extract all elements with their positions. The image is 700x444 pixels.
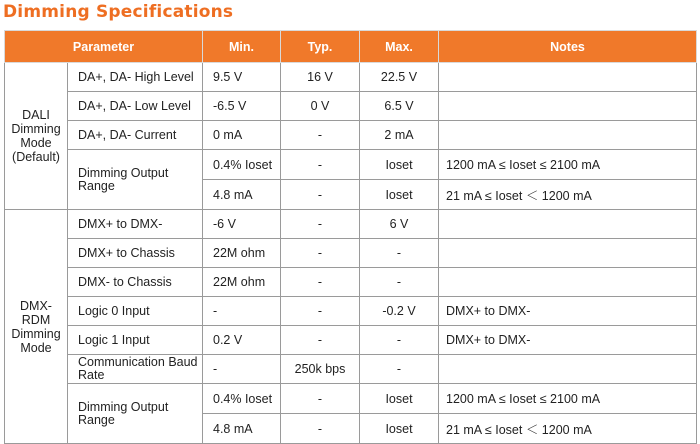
header-row [5,31,697,63]
param-cell: DMX+ to DMX- [68,210,203,239]
notes-cell [439,63,697,92]
notes-cell: 1200 mA ≤ Ioset ≤ 2100 mA [439,384,697,414]
min-cell: -6 V [203,210,281,239]
min-cell: 0.4% Ioset [203,384,281,414]
header-typ: Typ. [281,31,360,63]
max-cell: - [360,239,439,268]
notes-cell: DMX+ to DMX- [439,297,697,326]
param-cell: DA+, DA- Low Level [68,92,203,121]
param-cell: DMX+ to Chassis [68,239,203,268]
notes-cell [439,268,697,297]
notes-cell [439,92,697,121]
table-row [5,239,697,268]
typ-cell: - [281,180,360,210]
typ-cell: - [281,326,360,355]
max-cell: - [360,355,439,384]
page-title: Dimming Specifications [3,2,234,22]
header-notes: Notes [439,31,697,63]
min-cell: 4.8 mA [203,414,281,444]
max-cell: 6.5 V [360,92,439,121]
typ-cell: - [281,297,360,326]
typ-cell: - [281,414,360,444]
max-cell: Ioset [360,384,439,414]
notes-cell [439,121,697,150]
mode-cell-dmx: DMX-RDM Dimming Mode [5,210,68,444]
notes-cell [439,355,697,384]
max-cell: 22.5 V [360,63,439,92]
max-cell: - [360,268,439,297]
param-cell: DA+, DA- Current [68,121,203,150]
table-row [5,326,697,355]
header-min: Min. [203,31,281,63]
min-cell: - [203,297,281,326]
typ-cell: 250k bps [281,355,360,384]
typ-cell: - [281,121,360,150]
max-cell: Ioset [360,150,439,180]
min-cell: 0.4% Ioset [203,150,281,180]
table-row [5,297,697,326]
mode-cell-dali: DALI Dimming Mode (Default) [5,63,68,210]
min-cell: 22M ohm [203,239,281,268]
max-cell: Ioset [360,414,439,444]
min-cell: 0 mA [203,121,281,150]
table-row [5,210,697,239]
table-row [5,121,697,150]
param-cell: Logic 1 Input [68,326,203,355]
param-cell: DA+, DA- High Level [68,63,203,92]
dimming-spec-table [4,30,697,444]
max-cell: Ioset [360,180,439,210]
typ-cell: - [281,150,360,180]
table-row [5,384,697,414]
header-max: Max. [360,31,439,63]
typ-cell: - [281,384,360,414]
notes-cell: 21 mA ≤ Ioset ＜ 1200 mA [439,414,697,444]
min-cell: -6.5 V [203,92,281,121]
header-parameter: Parameter [5,31,203,63]
min-cell: 9.5 V [203,63,281,92]
min-cell: - [203,355,281,384]
notes-cell [439,239,697,268]
table-row [5,63,697,92]
min-cell: 22M ohm [203,268,281,297]
typ-cell: - [281,210,360,239]
typ-cell: 16 V [281,63,360,92]
table-row [5,150,697,180]
notes-cell [439,210,697,239]
max-cell: - [360,326,439,355]
max-cell: -0.2 V [360,297,439,326]
typ-cell: - [281,239,360,268]
param-cell: DMX- to Chassis [68,268,203,297]
max-cell: 2 mA [360,121,439,150]
notes-cell: 1200 mA ≤ Ioset ≤ 2100 mA [439,150,697,180]
typ-cell: 0 V [281,92,360,121]
table-row [5,92,697,121]
param-cell: Logic 0 Input [68,297,203,326]
min-cell: 4.8 mA [203,180,281,210]
table-row [5,268,697,297]
max-cell: 6 V [360,210,439,239]
notes-cell: DMX+ to DMX- [439,326,697,355]
param-cell-dimming-range: Dimming Output Range [68,150,203,210]
min-cell: 0.2 V [203,326,281,355]
notes-cell: 21 mA ≤ Ioset ＜ 1200 mA [439,180,697,210]
table-row [5,355,697,384]
param-cell: Communication Baud Rate [68,355,203,384]
typ-cell: - [281,268,360,297]
param-cell-dimming-range: Dimming Output Range [68,384,203,444]
